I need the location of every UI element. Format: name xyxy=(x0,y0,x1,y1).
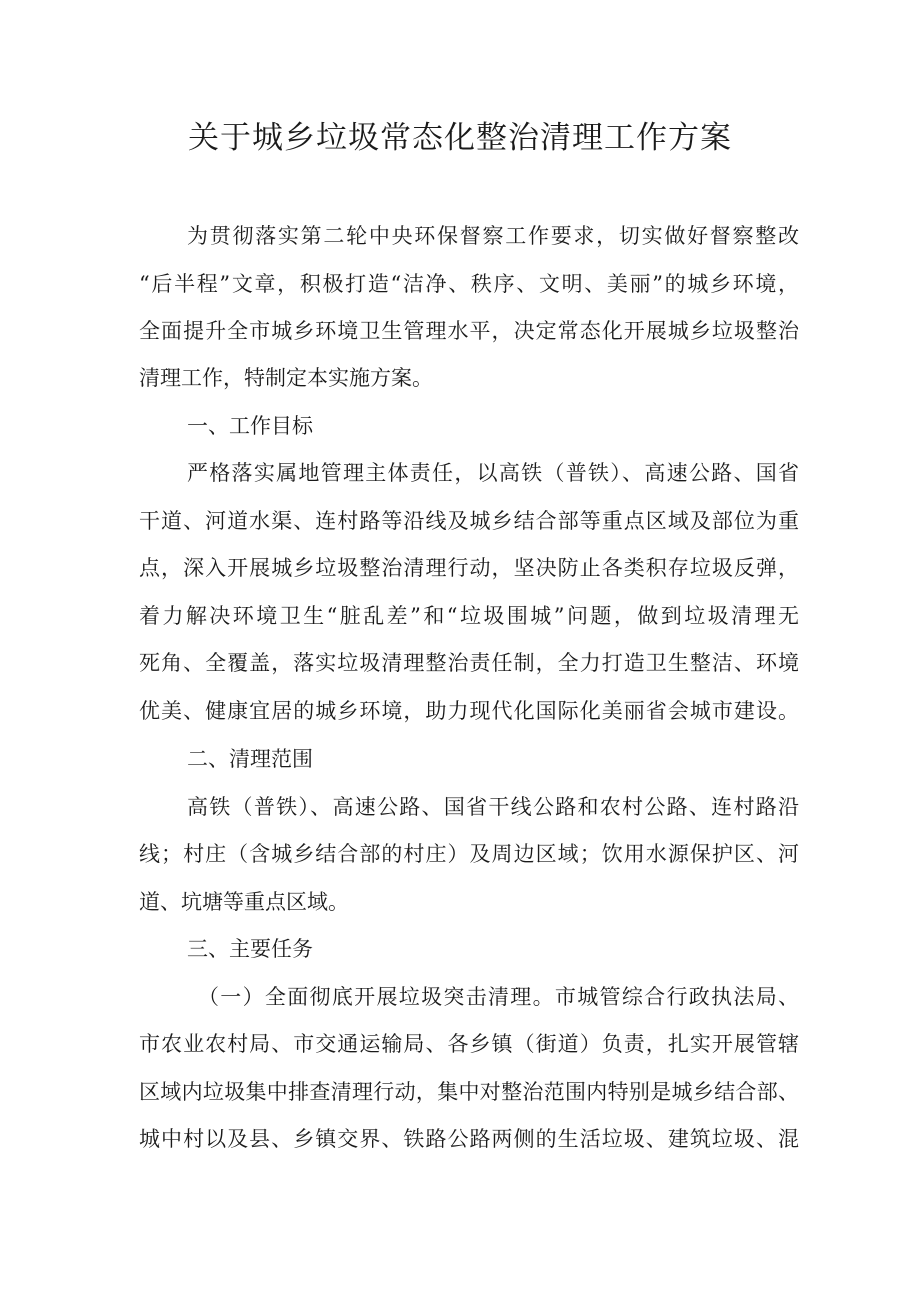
section-3-line-1: （一）全面彻底开展垃圾突击清理。市城管综合行政执法局、 xyxy=(198,985,799,1009)
section-1-line-4: 着力解决环境卫生“脏乱差”和“垃圾围城”问题，做到垃圾清理无 xyxy=(139,604,799,628)
section-2-line-1: 高铁（普铁）、高速公路、国省干线公路和农村公路、连村路沿 xyxy=(187,795,799,819)
section-1-line-5: 死角、全覆盖，落实垃圾清理整治责任制，全力打造卫生整洁、环境 xyxy=(139,651,799,675)
intro-line-1: 为贯彻落实第二轮中央环保督察工作要求，切实做好督察整改 xyxy=(187,224,799,248)
intro-line-2: “后半程”文章，积极打造“洁净、秩序、文明、美丽”的城乡环境， xyxy=(139,272,799,296)
document-title: 关于城乡垃圾常态化整治清理工作方案 xyxy=(188,120,732,156)
section-3-line-2: 市农业农村局、市交通运输局、各乡镇（街道）负责，扎实开展管辖 xyxy=(139,1032,799,1056)
section-1-line-1: 严格落实属地管理主体责任，以高铁（普铁）、高速公路、国省 xyxy=(187,461,799,485)
section-1-heading: 一、工作目标 xyxy=(187,414,313,438)
intro-line-4: 清理工作，特制定本实施方案。 xyxy=(139,366,433,390)
section-2-line-3: 道、坑塘等重点区域。 xyxy=(139,890,349,914)
section-1-line-2: 干道、河道水渠、连村路等沿线及城乡结合部等重点区域及部位为重 xyxy=(139,509,799,533)
section-3-heading: 三、主要任务 xyxy=(187,937,313,961)
section-2-line-2: 线；村庄（含城乡结合部的村庄）及周边区域；饮用水源保护区、河 xyxy=(139,842,799,866)
section-3-line-3: 区域内垃圾集中排查清理行动，集中对整治范围内特别是城乡结合部、 xyxy=(139,1080,799,1104)
section-1-line-6: 优美、健康宜居的城乡环境，助力现代化国际化美丽省会城市建设。 xyxy=(139,699,799,723)
intro-line-3: 全面提升全市城乡环境卫生管理水平，决定常态化开展城乡垃圾整治 xyxy=(139,319,799,343)
section-1-line-3: 点，深入开展城乡垃圾整治清理行动，坚决防止各类积存垃圾反弹， xyxy=(139,556,799,580)
section-3-line-4: 城中村以及县、乡镇交界、铁路公路两侧的生活垃圾、建筑垃圾、混 xyxy=(139,1127,799,1151)
section-2-heading: 二、清理范围 xyxy=(187,747,313,771)
